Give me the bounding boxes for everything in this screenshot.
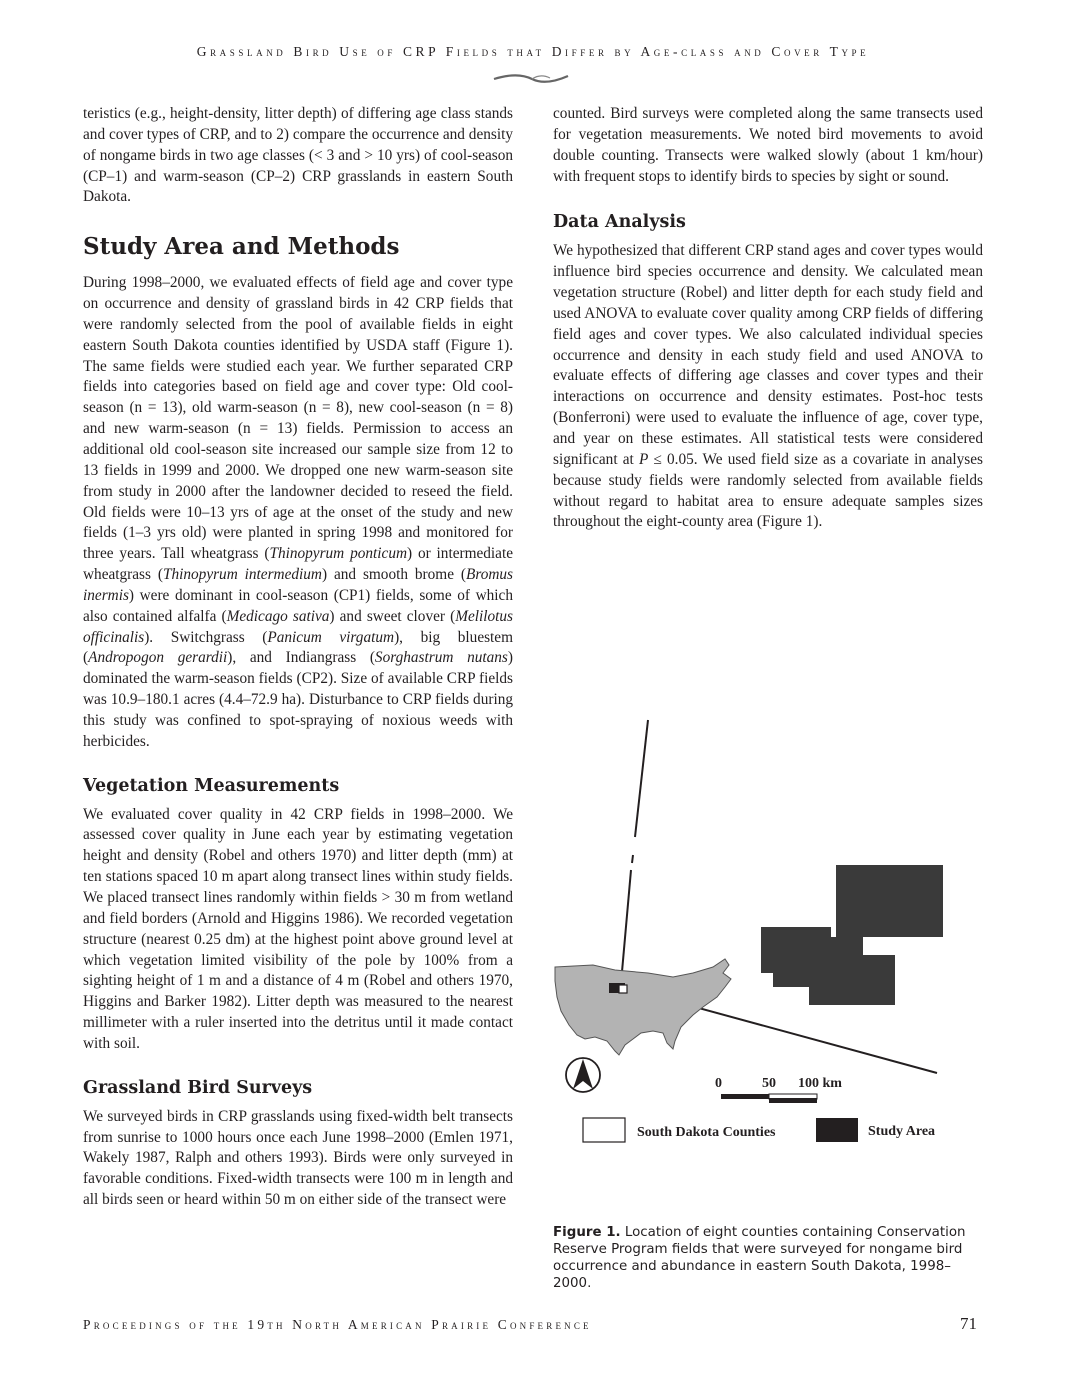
legend-label-counties: South Dakota Counties xyxy=(637,1125,776,1140)
study-area-block-central xyxy=(761,927,895,1005)
subsection-heading-bird-surveys: Grassland Bird Surveys xyxy=(83,1077,313,1098)
left-column xyxy=(83,104,513,1211)
figure-caption: Figure 1. Location of eight counties containing Conservation Reserve Program fields that were surveyed for nongame bird occurrence and abundance in eastern South Dakota, 1998–2000. xyxy=(553,1225,966,1291)
scale-bar-segment-1 xyxy=(721,1094,769,1099)
pointer-line-top xyxy=(635,720,648,837)
figure-map xyxy=(553,715,993,1155)
legend-swatch-counties xyxy=(583,1118,625,1142)
vegetation-paragraph: We evaluated cover quality in 42 CRP fields in 1998–2000. We assessed cover quality in June each year by estimating vegetation height and density (Robel and others 1970) and litter depth (mm) at ten stations spaced 10 m apart along transect lines within study fields. We placed transect lines randomly within fields > 30 m from wetland and field borders (Arnold and Higgins 1986). We recorded vegetation structure (nearest 0.25 dm) at the highest point above ground level at which vegetation limited visibility of the pole by 100% from a sighting height of 1 m and a distance of 4 m (Robel and others 1970, Higgins and Barker 1982). Litter depth was measured to the nearest millimeter with a ruler inserted into the detritus until it made contact with soil. xyxy=(83,805,513,1052)
bird-surveys-paragraph: We surveyed birds in CRP grasslands using fixed-width belt transects from sunrise to 1000 hours once each June 1998–2000 (Emlen 1971, Wakely 1987, Ralph and others 1993). Birds were only surveyed in favorable conditions. Fixed-width transects were 100 m in length and all birds seen or heard within 50 m on either side of the transect were xyxy=(83,1107,513,1209)
continued-paragraph: counted. Bird surveys were completed along the same transects used for vegetation measurements. We noted bird movements to avoid double counting. Transects were walked slowly (about 1 km/hour) with frequent stops to identify birds to species by sight or sound. xyxy=(553,105,983,185)
scale-label-50: 50 xyxy=(762,1076,776,1091)
ornament-flourish xyxy=(492,70,570,86)
scale-label-100: 100 km xyxy=(798,1076,842,1091)
scale-label-0: 0 xyxy=(715,1076,722,1091)
pointer-line-mid xyxy=(632,855,633,863)
scale-bar-segment-3 xyxy=(769,1098,817,1103)
pointer-line-upper xyxy=(621,870,631,983)
north-arrow-icon xyxy=(566,1058,600,1092)
footer-proceedings: Proceedings of the 19th North American Prairie Conference xyxy=(83,1317,592,1332)
subsection-heading-data-analysis: Data Analysis xyxy=(553,212,686,233)
page-number: 71 xyxy=(960,1314,977,1333)
study-area-block-north xyxy=(836,865,943,937)
study-area-marker xyxy=(619,985,627,993)
right-column xyxy=(553,104,983,533)
legend-swatch-study-area xyxy=(816,1118,858,1142)
us-map-outline xyxy=(555,959,731,1055)
study-area-paragraph: During 1998–2000, we evaluated effects of field age and cover type on occurrence and density of grassland birds in 42 CRP fields that were randomly selected from the pool of available fields in eight eastern South Dakota counties identified by USDA staff (Figure 1). The same fields were studied each year. We further separated CRP fields into categories based on field age and cover type: Old cool-season (n = 13), old warm-season (n = 8), new cool-season (n = 8) and new warm-season (n = 13) fields. Permission to access an additional old cool-season site increased our sample size from 12 to 13 fields in 1999 and 2000. We dropped one new warm-season site from study in 2000 after the landowner decided to reseed the field. Old fields were 10–13 yrs of age at the onset of the study and new fields (1–3 yrs old) were planted in spring 1998 and monitored for three years. Tall wheatgrass (Thinopyrum ponticum) or intermediate wheatgrass (Thinopyrum intermedium) and smooth brome (Bromus inermis) were dominant in cool-season (CP1) fields, some of which also contained alfalfa (Medicago sativa) and sweet clover (Melilotus officinalis). Switchgrass (Panicum virgatum), big bluestem (Andropogon gerardii), and Indiangrass (Sorghastrum nutans) dominated the warm-season fields (CP2). Size of available CRP fields was 10.9–180.1 acres (4.4–72.9 ha). Disturbance to CRP fields during this study was confined to spot-spraying of noxious weeds with herbicides. xyxy=(83,274,514,750)
subsection-heading-vegetation: Vegetation Measurements xyxy=(83,775,340,796)
legend-label-study-area: Study Area xyxy=(868,1124,936,1139)
section-heading-study-area: Study Area and Methods xyxy=(83,233,400,261)
intro-paragraph: teristics (e.g., height-density, litter depth) of differing age class stands and cover types of CRP, and to 2) compare the occurrence and density of nongame birds in two age classes (< 3 and > 10 yrs) of cool-season (CP–1) and warm-season (CP–2) CRP grasslands in eastern South Dakota. xyxy=(83,105,513,206)
data-analysis-paragraph: We hypothesized that different CRP stand ages and cover types would influence bird species occurrence and density. We calculated mean vegetation structure (Robel) and litter depth for each study field and used ANOVA to evaluate cover quality among CRP fields of differing field ages and cover types. We also calculated individual species occurrence and density in each study field and used ANOVA to evaluate effects of differing age classes and cover types and their interactions on occurrence and density estimates. Post-hoc tests (Bonferroni) were used to evaluate the influence of age, cover type, and year on these estimates. All statistical tests were considered significant at P ≤ 0.05. We used field size as a covariate in analyses because study fields were randomly selected from available fields without regard to habitat area to ensure adequate samples sizes throughout the eight-county area (Figure 1). xyxy=(553,242,984,531)
running-head: Grassland Bird Use of CRP Fields that Differ by Age-class and Cover Type xyxy=(196,44,870,59)
